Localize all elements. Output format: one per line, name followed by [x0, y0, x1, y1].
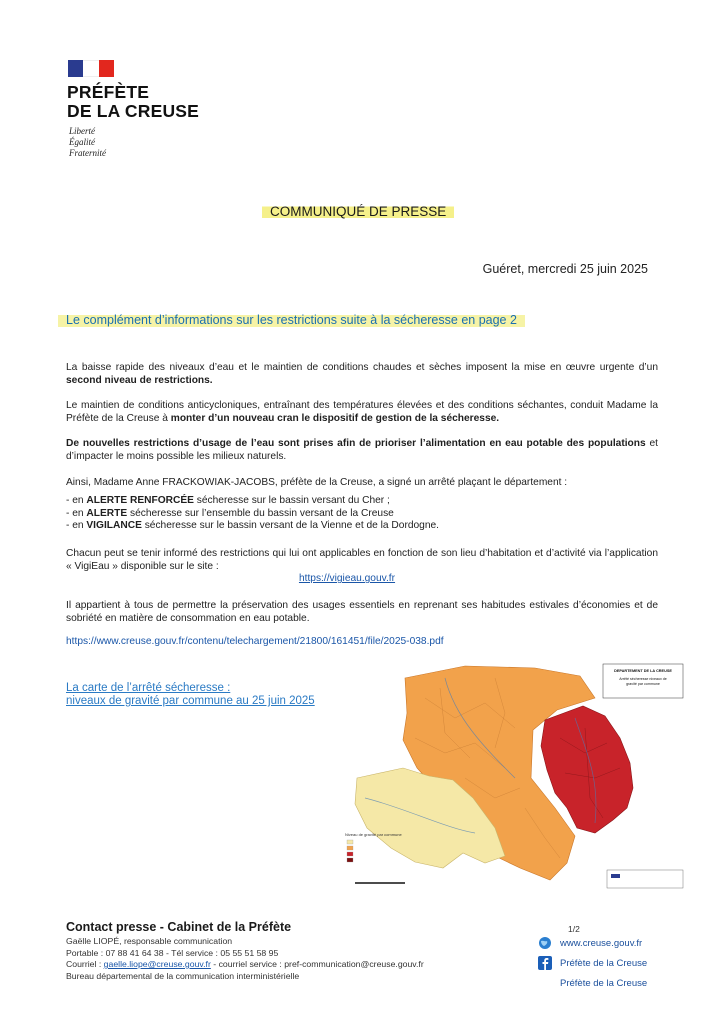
contact-details: Gaëlle LIOPÉ, responsable communication Portable : 07 88 41 64 38 - Tél service : 05 55 51 58 95 Courriel : gaelle.liope@creuse.gouv.fr - courriel service : pref-communication@creuse.gouv.fr Bureau départemental de la communication interministérielle: [66, 936, 424, 981]
facebook-link[interactable]: Préfète de la Creuse: [538, 956, 698, 970]
x-link[interactable]: Préfète de la Creuse: [538, 976, 698, 990]
x-icon: [538, 976, 552, 990]
map-link[interactable]: La carte de l’arrêté sécheresse : niveaux de gravité par commune au 25 juin 2025: [66, 682, 315, 707]
paragraph-6: Il appartient à tous de permettre la préservation des usages essentiels en reprenant ses habitudes estivales d’économies et de sobriété en matière de consommation en eau potable.: [66, 600, 658, 624]
vigieau-link[interactable]: https://vigieau.gouv.fr: [298, 573, 396, 585]
list-item: - en ALERTE sécheresse sur l’ensemble du bassin versant de la Creuse: [66, 507, 394, 519]
website-link[interactable]: www.creuse.gouv.fr: [538, 936, 698, 950]
paragraph-5: Chacun peut se tenir informé des restrictions qui lui ont applicables en fonction de son lieu d’habitation et d’activité via l’application « VigiEau » disponible sur le site : https://vigieau.gouv.fr: [66, 548, 658, 585]
date-line: Guéret, mercredi 25 juin 2025: [482, 262, 648, 276]
paragraph-1: La baisse rapide des niveaux d’eau et le maintien de conditions chaudes et sèches imposent la mise en œuvre urgente d’un second niveau de restrictions.: [66, 362, 658, 386]
communique-heading: COMMUNIQUÉ DE PRESSE: [262, 202, 454, 221]
contact-title: Contact presse - Cabinet de la Préfète: [66, 920, 292, 934]
svg-text:Arrêté sécheresse niveaux de: Arrêté sécheresse niveaux de: [619, 677, 667, 681]
page-number: 1/2: [568, 924, 580, 934]
svg-text:Niveau de gravité par commune: Niveau de gravité par commune: [345, 832, 402, 837]
list-item: - en ALERTE RENFORCÉE sécheresse sur le bassin versant du Cher ;: [66, 495, 390, 506]
globe-icon: [538, 936, 552, 950]
prefecture-title: PRÉFÈTE DE LA CREUSE: [67, 82, 200, 121]
paragraph-3: De nouvelles restrictions d’usage de l’eau sont prises afin de prioriser l’alimentation en eau potable des populations et d’impacter le moins possible les milieux naturels.: [66, 438, 658, 462]
contact-email-link[interactable]: gaelle.liope@creuse.gouv.fr: [103, 959, 211, 969]
list-item: - en VIGILANCE sécheresse sur le bassin versant de la Vienne et de la Dordogne.: [66, 520, 440, 532]
svg-text:gravité par commune: gravité par commune: [626, 682, 660, 686]
republic-flag-logo: [68, 60, 114, 77]
paragraph-4: Ainsi, Madame Anne FRACKOWIAK-JACOBS, préfète de la Creuse, a signé un arrêté plaçant le département :: [66, 477, 568, 488]
republic-motto: Liberté Égalité Fraternité: [69, 126, 106, 158]
facebook-icon: [538, 956, 552, 970]
alert-list: [66, 495, 658, 533]
drought-map: [345, 658, 685, 898]
paragraph-2: Le maintien de conditions anticycloniques, entraînant des températures élevées et des conditions séchantes, conduit Madame la Préfète de la Creuse à monter d’un nouveau cran le dispositif de gestion de la sécheresse.: [66, 400, 658, 424]
info-page2-link[interactable]: Le complément d’informations sur les restrictions suite à la sécheresse en page 2: [58, 311, 525, 329]
svg-text:DEPARTEMENT DE LA CREUSE: DEPARTEMENT DE LA CREUSE: [614, 669, 672, 673]
arrete-pdf-link[interactable]: https://www.creuse.gouv.fr/contenu/telechargement/21800/161451/file/2025-038.pdf: [66, 636, 444, 647]
